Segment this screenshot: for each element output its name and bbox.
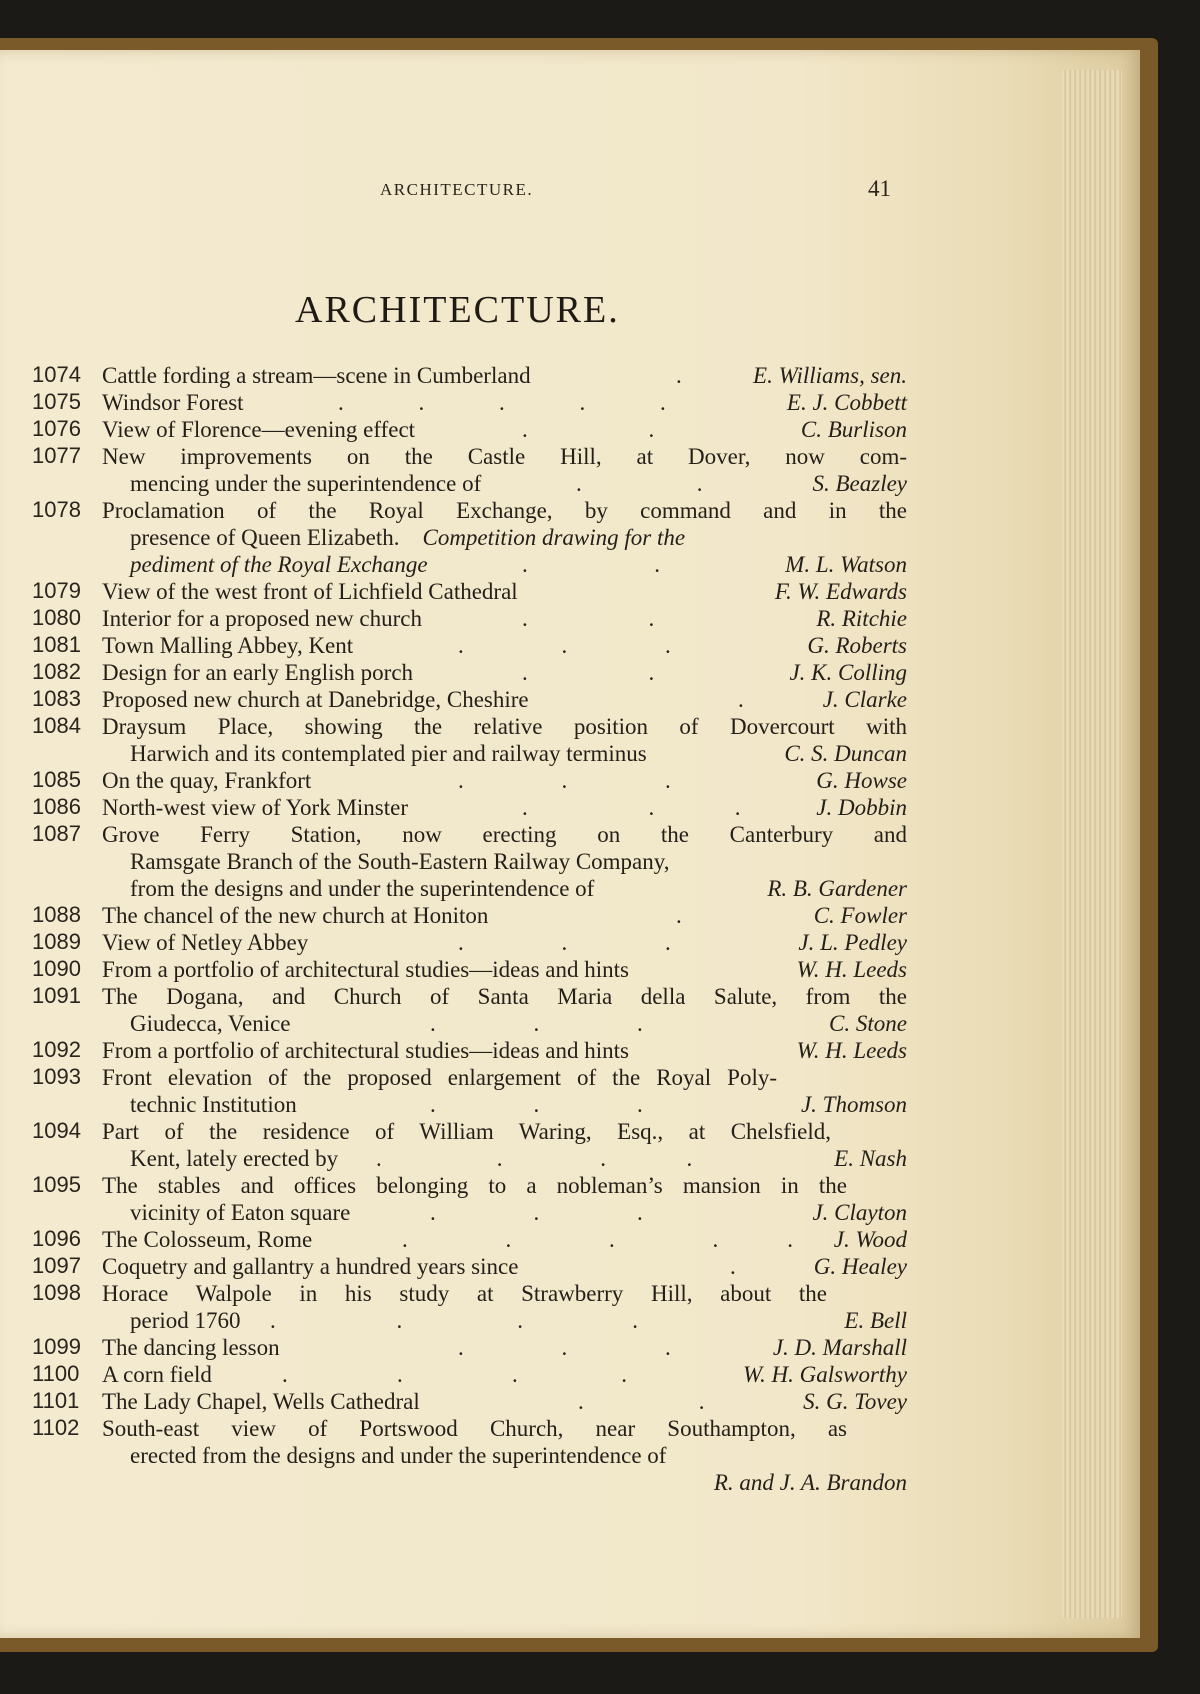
entry-title: Part of the residence of William Waring, Esq., at Chelsfield, — [102, 1119, 831, 1144]
catalogue-entry: 1095 The stables and offices belonging to a nobleman’s mansion in the vicinity of Eaton square . . . J. Clayton — [32, 1172, 907, 1225]
catalogue-entry: 1083 Proposed new church at Danebridge, Cheshire . J. Clarke — [32, 686, 907, 712]
catalogue-entry: 1078 Proclamation of the Royal Exchange, by command and in the presence of Queen Elizabeth. Competition drawing for the pediment of the Royal Exchange . . M. L. Watson — [32, 497, 907, 577]
entry-number: 1076 — [32, 416, 81, 441]
catalogue-entry — [32, 578, 907, 605]
entry-artist: S. Beazley — [812, 471, 907, 496]
entry-artist: J. D. Marshall — [772, 1335, 907, 1360]
catalogue-entry: 1094 Part of the residence of William Waring, Esq., at Chelsfield, Kent, lately erected by . . . . E. Nash — [32, 1118, 907, 1171]
entry-title: Proclamation of the Royal Exchange, by command and in the — [102, 498, 907, 523]
catalogue-entry: 1100 A corn field . . . . W. H. Galsworthy — [32, 1361, 907, 1387]
entry-artist: E. J. Cobbett — [786, 390, 907, 415]
entry-number: 1088 — [32, 902, 81, 927]
catalogue-entry: 1086 North-west view of York Minster . . . J. Dobbin — [32, 794, 907, 820]
catalogue-entry: 1098 Horace Walpole in his study at Strawberry Hill, about the period 1760 . . . . E. Bell — [32, 1280, 907, 1333]
page-number: 41 — [868, 176, 891, 201]
entry-artist: J. Clayton — [812, 1200, 907, 1225]
catalogue-entry: 1077 New improvements on the Castle Hill, at Dover, now com- mencing under the superintendence of . . S. Beazley — [32, 443, 907, 496]
entry-title: From a portfolio of architectural studies—ideas and hints — [102, 957, 629, 982]
entry-title: North-west view of York Minster — [102, 795, 409, 820]
entry-artist: G. Healey — [813, 1254, 907, 1279]
entry-title-cont: pediment of the Royal Exchange — [130, 552, 428, 577]
entry-number: 1091 — [32, 983, 81, 1008]
entry-number: 1083 — [32, 686, 81, 711]
entry-artist: F. W. Edwards — [774, 579, 907, 604]
catalogue-entry: 1093 Front elevation of the proposed enlargement of the Royal Poly- technic Institution . . . J. Thomson — [32, 1064, 907, 1117]
catalogue-entry: 1097 Coquetry and gallantry a hundred years since . G. Healey — [32, 1253, 907, 1279]
entry-title: Design for an early English porch — [102, 660, 414, 685]
entry-artist: J. Clarke — [822, 687, 907, 712]
entry-artist: S. G. Tovey — [803, 1389, 907, 1414]
entry-title-cont: Giudecca, Venice — [130, 1011, 291, 1036]
entry-title-cont: presence of Queen Elizabeth. — [130, 525, 400, 550]
catalogue-entry: 1080 Interior for a proposed new church . . R. Ritchie — [32, 605, 907, 631]
entry-artist: E. Bell — [844, 1308, 907, 1333]
entry-title: The Lady Chapel, Wells Cathedral — [102, 1389, 420, 1414]
catalogue-entry — [32, 1037, 907, 1064]
catalogue-entry: 1088 The chancel of the new church at Honiton . C. Fowler — [32, 902, 907, 928]
entry-artist: J. L. Pedley — [798, 930, 907, 955]
entry-number: 1089 — [32, 929, 81, 954]
entry-number: 1086 — [32, 794, 81, 819]
entry-artist: W. H. Leeds — [796, 957, 907, 982]
entry-title: On the quay, Frankfort — [102, 768, 312, 793]
page-edges — [1062, 70, 1122, 1618]
catalogue-entry: 1082 Design for an early English porch . . J. K. Colling — [32, 659, 907, 685]
entry-title: View of the west front of Lichfield Cathedral — [102, 579, 518, 604]
entry-title-cont: Ramsgate Branch of the South-Eastern Railway Company, — [130, 849, 670, 874]
catalogue-entries — [32, 362, 907, 1496]
entry-artist: J. Dobbin — [816, 795, 907, 820]
entry-number: 1078 — [32, 497, 81, 522]
entry-title: New improvements on the Castle Hill, at Dover, now com- — [102, 444, 907, 469]
entry-artist: W. H. Leeds — [796, 1038, 907, 1063]
entry-title: Town Malling Abbey, Kent — [102, 633, 354, 658]
catalogue-entry: 1099 The dancing lesson . . . J. D. Marshall — [32, 1334, 907, 1360]
entry-title-cont: erected from the designs and under the superintendence of — [130, 1443, 667, 1468]
entry-title: Front elevation of the proposed enlargement of the Royal Poly- — [102, 1065, 777, 1090]
catalogue-entry: 1085 On the quay, Frankfort . . . G. Howse — [32, 767, 907, 793]
entry-title: The Dogana, and Church of Santa Maria della Salute, from the — [102, 984, 907, 1009]
entry-title-cont: Harwich and its contemplated pier and railway terminus — [130, 741, 647, 766]
entry-number: 1082 — [32, 659, 81, 684]
entry-italic-note: Competition drawing for the — [422, 525, 686, 550]
entry-artist: G. Roberts — [807, 633, 907, 658]
entry-number: 1102 — [32, 1415, 80, 1440]
entry-number: 1099 — [32, 1334, 81, 1359]
entry-title: From a portfolio of architectural studies—ideas and hints — [102, 1038, 629, 1063]
entry-artist: J. Thomson — [800, 1092, 907, 1117]
catalogue-entry: 1074 Cattle fording a stream—scene in Cumberland . E. Williams, sen. — [32, 362, 907, 388]
section-title: ARCHITECTURE. — [295, 289, 620, 331]
entry-artist: R. Ritchie — [816, 606, 907, 631]
entry-artist: C. Burlison — [800, 417, 907, 442]
catalogue-entry: 1075 Windsor Forest . . . . . E. J. Cobbett — [32, 389, 907, 415]
entry-title: The chancel of the new church at Honiton — [102, 903, 489, 928]
entry-number: 1101 — [32, 1388, 80, 1413]
entry-title: The stables and offices belonging to a nobleman’s mansion in the — [102, 1173, 847, 1198]
entry-number: 1093 — [32, 1064, 81, 1089]
entry-title: The Colosseum, Rome — [102, 1227, 313, 1252]
entry-title: A corn field — [102, 1362, 212, 1387]
entry-artist: E. Williams, sen. — [753, 363, 907, 388]
running-head: ARCHITECTURE. — [380, 180, 534, 199]
entry-number: 1100 — [32, 1361, 80, 1386]
entry-artist: M. L. Watson — [785, 552, 907, 577]
entry-artist: R. and J. A. Brandon — [713, 1470, 907, 1495]
entry-title: Interior for a proposed new church — [102, 606, 422, 631]
entry-artist: J. Wood — [833, 1227, 907, 1252]
catalogue-entry: 1091 The Dogana, and Church of Santa Maria della Salute, from the Giudecca, Venice . . . C. Stone — [32, 983, 907, 1036]
entry-title: Windsor Forest — [102, 390, 244, 415]
entry-title-cont: from the designs and under the superintendence of — [130, 876, 595, 901]
entry-artist: G. Howse — [816, 768, 907, 793]
entry-number: 1087 — [32, 821, 81, 846]
entry-artist: W. H. Galsworthy — [743, 1362, 907, 1387]
entry-title: Coquetry and gallantry a hundred years since — [102, 1254, 519, 1279]
catalogue-entry — [32, 956, 907, 983]
entry-number: 1074 — [32, 362, 81, 387]
catalogue-entry: 1076 View of Florence—evening effect . . C. Burlison — [32, 416, 907, 442]
entry-title-cont: period 1760 — [130, 1308, 241, 1333]
entry-artist: C. Stone — [829, 1011, 907, 1036]
entry-title: Grove Ferry Station, now erecting on the Canterbury and — [102, 822, 907, 847]
entry-number: 1080 — [32, 605, 81, 630]
entry-title: Horace Walpole in his study at Strawberry Hill, about the — [102, 1281, 827, 1306]
entry-number: 1098 — [32, 1280, 81, 1305]
entry-number: 1079 — [32, 578, 81, 603]
entry-title-cont: Kent, lately erected by — [130, 1146, 339, 1171]
entry-artist: J. K. Colling — [789, 660, 907, 685]
entry-number: 1084 — [32, 713, 81, 738]
entry-title: Proposed new church at Danebridge, Cheshire — [102, 687, 529, 712]
catalogue-entry: 1096 The Colosseum, Rome . . . . . J. Wood — [32, 1226, 907, 1252]
entry-number: 1094 — [32, 1118, 81, 1143]
catalogue-entry: 1089 View of Netley Abbey . . . J. L. Pedley — [32, 929, 907, 955]
entry-title: View of Netley Abbey — [102, 930, 309, 955]
entry-artist: R. B. Gardener — [767, 876, 907, 901]
entry-title-cont: mencing under the superintendence of — [130, 471, 482, 496]
entry-number: 1090 — [32, 956, 81, 981]
entry-title: Draysum Place, showing the relative position of Dovercourt with — [102, 714, 907, 739]
entry-title-cont: vicinity of Eaton square — [130, 1200, 351, 1225]
entry-title: South-east view of Portswood Church, near Southampton, as — [102, 1416, 847, 1441]
entry-artist: C. Fowler — [813, 903, 907, 928]
entry-number: 1085 — [32, 767, 81, 792]
entry-number: 1077 — [32, 443, 81, 468]
catalogue-entry: 1101 The Lady Chapel, Wells Cathedral . . S. G. Tovey — [32, 1388, 907, 1414]
entry-title: The dancing lesson — [102, 1335, 280, 1360]
entry-title-cont: technic Institution — [130, 1092, 297, 1117]
entry-title: Cattle fording a stream—scene in Cumberland — [102, 363, 531, 388]
entry-number: 1095 — [32, 1172, 81, 1197]
entry-number: 1097 — [32, 1253, 81, 1278]
entry-number: 1081 — [32, 632, 81, 657]
catalogue-entry: 1081 Town Malling Abbey, Kent . . . G. Roberts — [32, 632, 907, 658]
entry-number: 1096 — [32, 1226, 81, 1251]
entry-artist: C. S. Duncan — [784, 741, 907, 766]
catalogue-entry — [32, 821, 907, 902]
entry-number: 1075 — [32, 389, 81, 414]
catalogue-entry — [32, 1415, 907, 1496]
entry-artist: E. Nash — [834, 1146, 907, 1171]
entry-title: View of Florence—evening effect — [102, 417, 416, 442]
catalogue-entry — [32, 713, 907, 767]
entry-number: 1092 — [32, 1037, 81, 1062]
